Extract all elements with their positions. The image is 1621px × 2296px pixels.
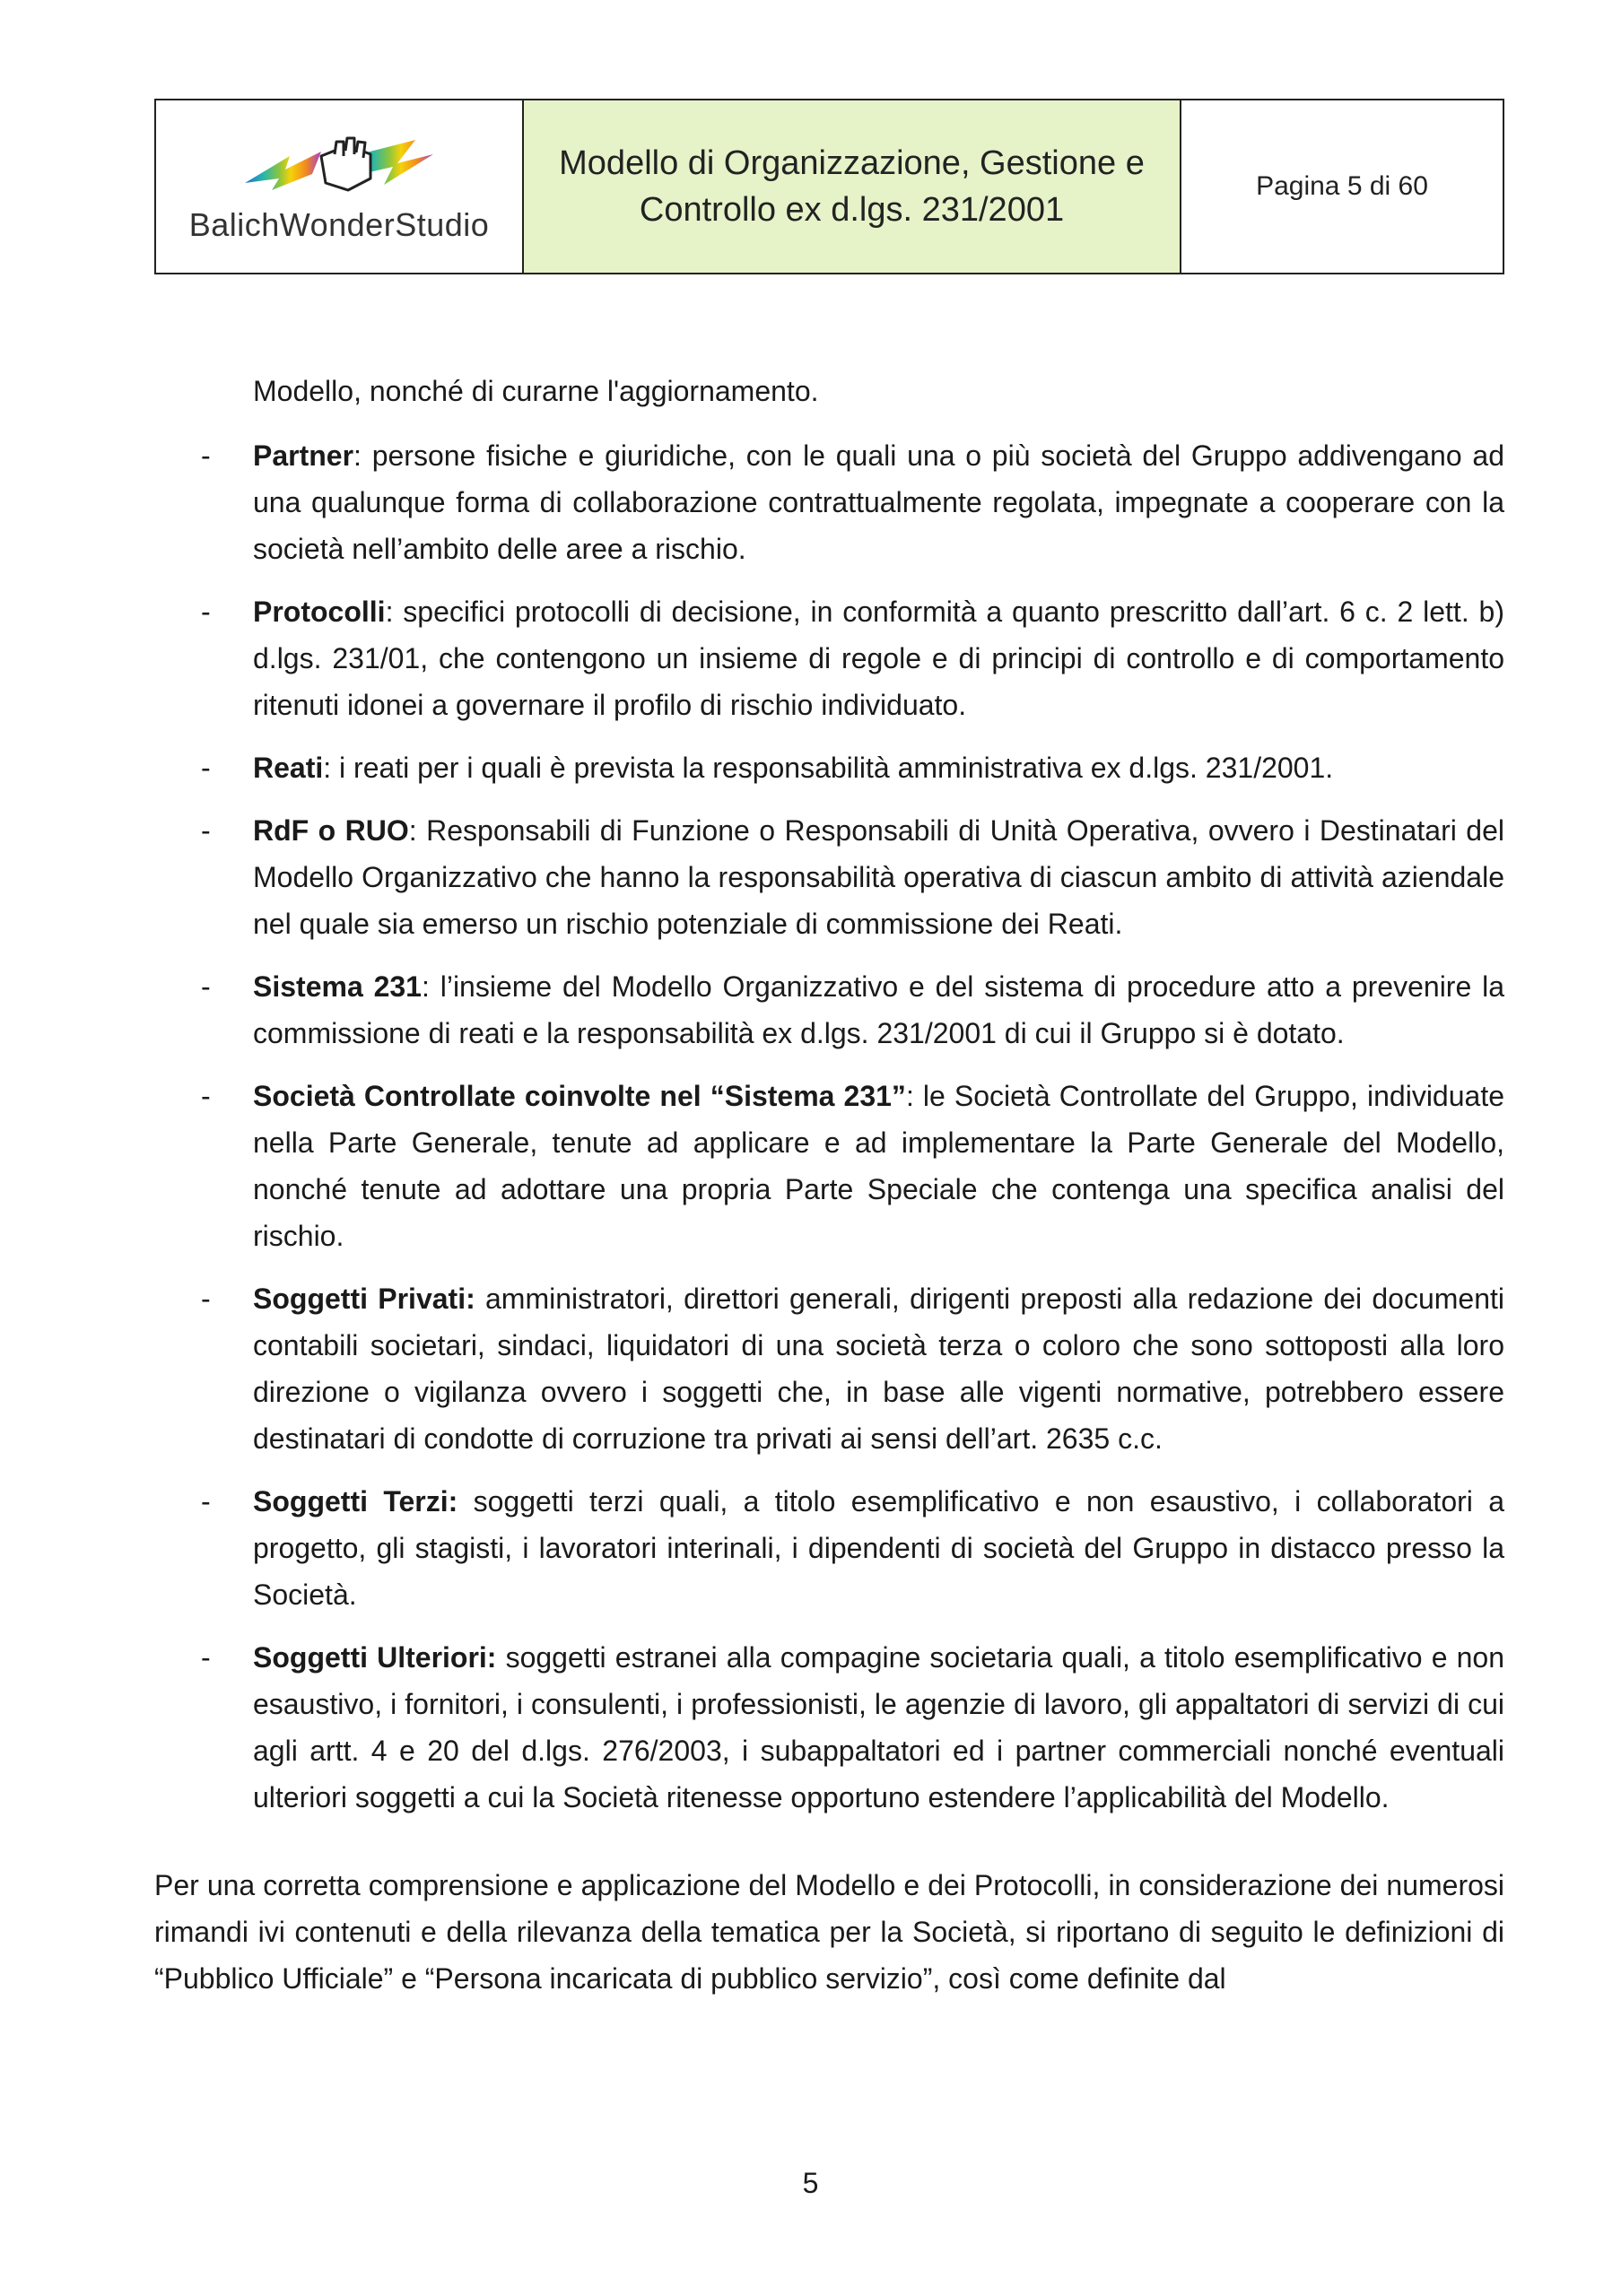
list-dash: - — [201, 1080, 211, 1112]
definition-term: Protocolli — [253, 596, 386, 628]
definition-term: Società Controllate coinvolte nel “Sistema 231” — [253, 1080, 906, 1112]
definition-text: : Responsabili di Funzione o Responsabili di Unità Operativa, ovvero i Destinatari del Modello Organizzativo che hanno la responsabilità operativa di ciascun ambito di attività aziendale nel quale sia emerso un rischio potenziale di commissione dei Reati. — [253, 814, 1505, 940]
definition-item — [154, 963, 1504, 1057]
definition-text: : specifici protocolli di decisione, in conformità a quanto prescritto dall’art. 6 c. 2 lett. b) d.lgs. 231/01, che contengono un insieme di regole e di principi di controllo e di comportamento ritenuti idonei a governare il profilo di rischio individuato. — [253, 596, 1504, 721]
definition-term: RdF o RUO — [253, 814, 409, 847]
continuation-text: Modello, nonché di curarne l'aggiornamento. — [253, 375, 819, 407]
list-dash: - — [201, 814, 211, 847]
logo-wordmark: BalichWonderStudio — [188, 206, 490, 243]
document-title: Modello di Organizzazione, Gestione e Controllo ex d.lgs. 231/2001 — [524, 100, 1181, 273]
definition-item — [154, 588, 1504, 728]
definition-item — [154, 1478, 1504, 1618]
definition-text: : persone fisiche e giuridiche, con le quali una o più società del Gruppo addivengano ad una qualunque forma di collaborazione contrattualmente regolata, impegnate a cooperare con la società nell’ambito delle aree a rischio. — [253, 439, 1504, 565]
definition-term: Partner — [253, 439, 354, 472]
definition-item — [154, 1073, 1504, 1259]
list-dash: - — [201, 752, 211, 784]
definition-text: : l’insieme del Modello Organizzativo e del sistema di procedure atto a prevenire la commissione di reati e la responsabilità ex d.lgs. 231/2001 di cui il Gruppo si è dotato. — [253, 970, 1505, 1049]
list-dash: - — [201, 970, 211, 1003]
page-number: 5 — [802, 2167, 819, 2199]
list-dash: - — [201, 1283, 211, 1315]
definition-text: soggetti terzi quali, a titolo esemplificativo e non esaustivo, i collaboratori a progetto, gli stagisti, i lavoratori interinali, i dipendenti di società del Gruppo in distacco presso la Società. — [253, 1485, 1505, 1611]
definition-term: Reati — [253, 752, 324, 784]
logo — [156, 100, 524, 273]
document-header — [154, 99, 1504, 274]
definition-text: soggetti estranei alla compagine societaria quali, a titolo esemplificativo e non esaustivo, i fornitori, i consulenti, i professionisti, le agenzie di lavoro, gli appaltatori di servizi di cui agli artt. 4 e 20 del d.lgs. 276/2003, i subappaltatori ed i partner commerciali nonché eventuali ulteriori soggetti a cui la Società ritenesse opportuno estendere l’applicabilità del Modello. — [253, 1641, 1504, 1813]
definition-text: : i reati per i quali è prevista la responsabilità amministrativa ex d.lgs. 231/2001. — [323, 752, 1334, 784]
closing-paragraph: Per una corretta comprensione e applicazione del Modello e dei Protocolli, in considerazione dei numerosi rimandi ivi contenuti e della rilevanza della tematica per la Società, si riportano di seguito le definizioni di “Pubblico Ufficiale” e “Persona incaricata di pubblico servizio”, così come definite dal — [154, 1869, 1504, 1995]
definition-term: Soggetti Ulteriori: — [253, 1641, 497, 1674]
list-dash: - — [201, 439, 211, 472]
list-dash: - — [201, 1641, 211, 1674]
list-dash: - — [201, 596, 211, 628]
definition-term: Soggetti Terzi: — [253, 1485, 458, 1518]
definition-item — [154, 432, 1504, 572]
definition-item — [154, 1634, 1504, 1821]
definition-item — [154, 807, 1504, 947]
definition-text: : le Società Controllate del Gruppo, individuate nella Parte Generale, tenute ad applicare e ad implementare la Parte Generale del Modello, nonché tenute ad adottare una propria Parte Speciale che contenga una specifica analisi del rischio. — [253, 1080, 1505, 1252]
definition-term: Soggetti Privati: — [253, 1283, 475, 1315]
definition-item — [154, 744, 1504, 791]
page-indicator: Pagina 5 di 60 — [1256, 171, 1428, 201]
definition-text: amministratori, direttori generali, dirigenti preposti alla redazione dei documenti contabili societari, sindaci, liquidatori di una società terza o coloro che sono sottoposti alla loro direzione o vigilanza ovvero i soggetti che, in base alle vigenti normative, potrebbero essere destinatari di condotte di corruzione tra privati ai sensi dell’art. 2635 c.c. — [253, 1283, 1504, 1455]
definition-term: Sistema 231 — [253, 970, 422, 1003]
definition-item — [154, 1275, 1504, 1462]
list-dash: - — [201, 1485, 211, 1518]
document-body — [154, 368, 1504, 2002]
rainbow-lightning-hand-logo-icon — [236, 129, 442, 201]
